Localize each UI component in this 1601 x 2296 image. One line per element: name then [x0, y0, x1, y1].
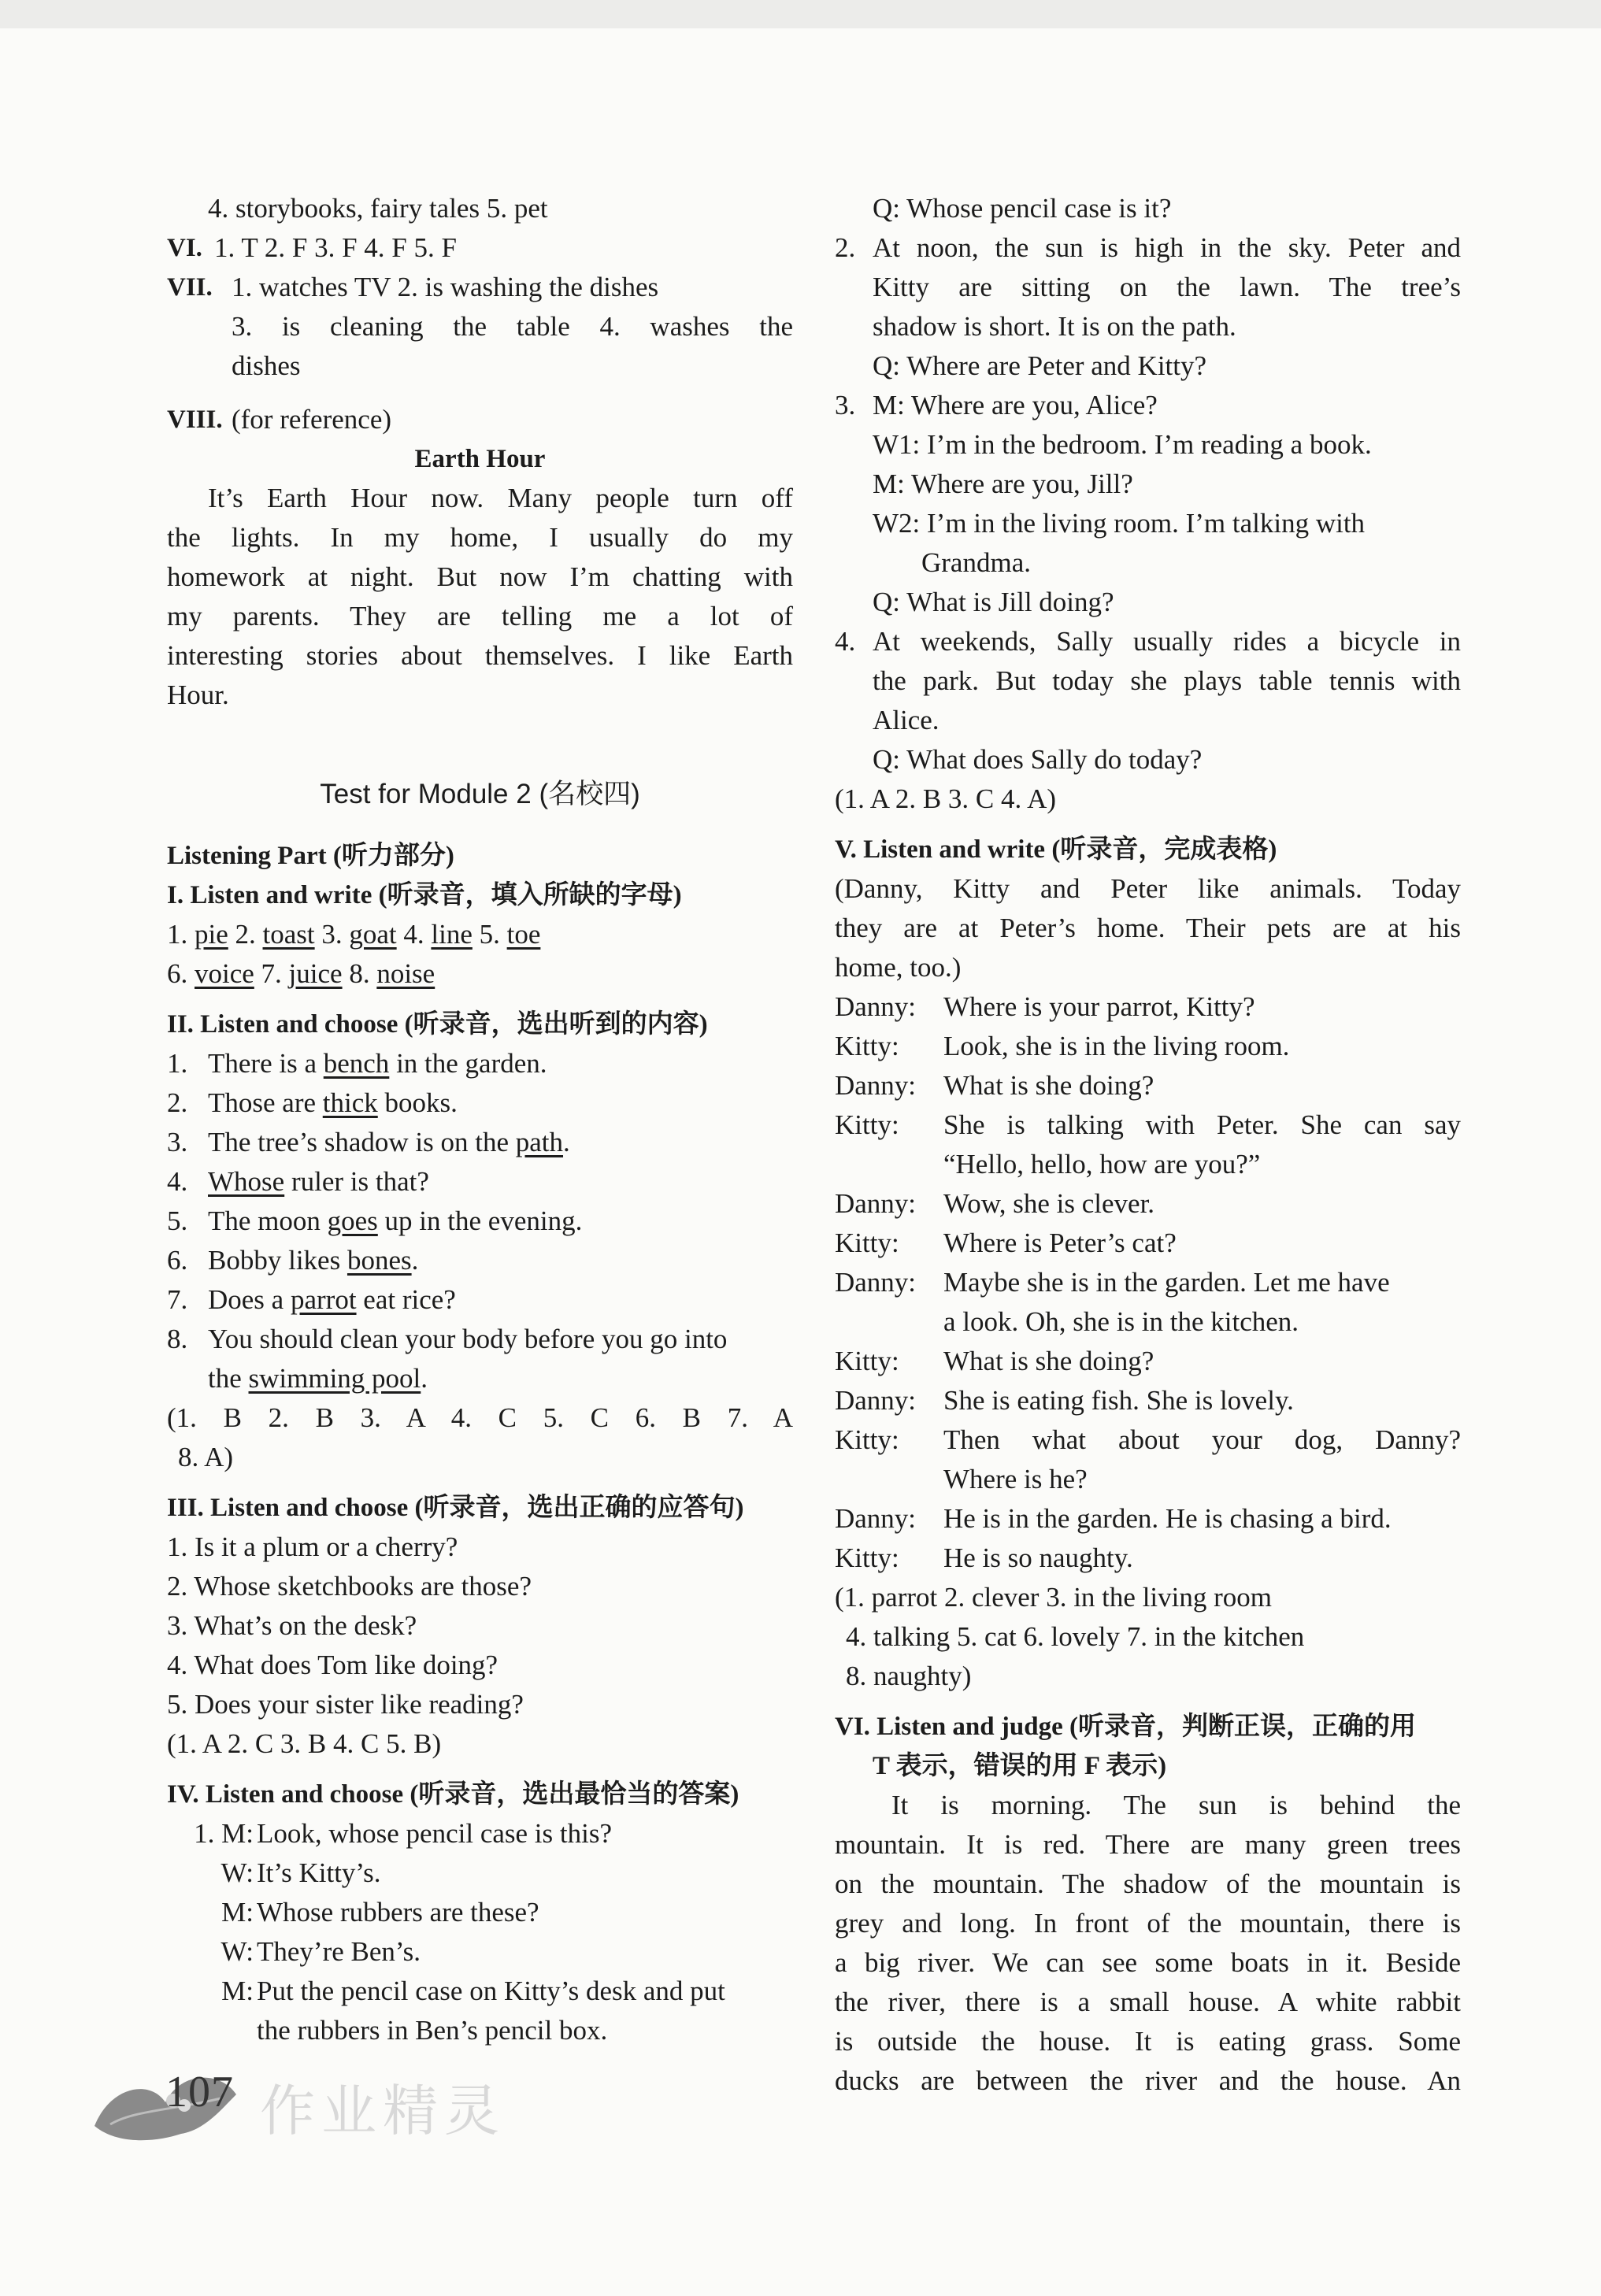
text: M: Where are you, Alice? [873, 390, 1158, 420]
section-number: VI. [167, 234, 202, 262]
list-item [835, 622, 1461, 661]
list-item [167, 1162, 793, 1202]
passage-line: on the mountain. The shadow of the mountain is [835, 1868, 1461, 1899]
answer-word: swimming pool [248, 1363, 421, 1394]
answer-word: voice [195, 958, 254, 989]
text: the [208, 1363, 249, 1394]
text: Maybe she is in the garden. Let me have [943, 1267, 1390, 1298]
text: Bobby likes [208, 1245, 347, 1276]
item-number: 1. [167, 919, 195, 950]
dialogue-line [835, 1263, 1461, 1302]
speaker: M: [221, 1976, 254, 2006]
text: There is a [208, 1048, 324, 1079]
text: What is she doing? [943, 1346, 1154, 1376]
section-vii [167, 268, 793, 307]
passage-line: grey and long. In front of the mountain, there is [835, 1908, 1461, 1939]
text: Whose rubbers are these? [257, 1897, 539, 1928]
text: . [411, 1245, 419, 1276]
section-number: VIII. [167, 406, 223, 434]
text: What is she doing? [943, 1070, 1154, 1101]
list-item: 3. What’s on the desk? [167, 1610, 417, 1641]
text: Where is Peter’s cat? [943, 1228, 1177, 1258]
text: . [421, 1363, 428, 1394]
item-number: 3. [314, 919, 350, 950]
list-item: 2. Whose sketchbooks are those? [167, 1571, 532, 1602]
list-item-cont [167, 1359, 793, 1398]
answer-key: 4. talking 5. cat 6. lovely 7. in the kitchen [846, 1621, 1305, 1652]
text: She is talking with Peter. She can say [943, 1109, 1461, 1140]
dialogue-line [835, 1066, 1461, 1105]
text: He is so naughty. [943, 1542, 1133, 1573]
dialogue-line [835, 1460, 1461, 1499]
dialogue-line [835, 1184, 1461, 1224]
answer-word: goat [349, 919, 397, 950]
answer-word: parrot [290, 1284, 357, 1315]
list-item [167, 1280, 793, 1320]
answer-line: 1. T 2. F 3. F 4. F 5. F [214, 232, 457, 263]
dialogue-line: W2: I’m in the living room. I’m talking with [873, 508, 1366, 539]
list-item: 1. Is it a plum or a cherry? [167, 1531, 458, 1562]
dialogue-line [835, 1302, 1461, 1342]
dialogue-line: Grandma. [921, 547, 1031, 578]
text: in the garden. [389, 1048, 547, 1079]
essay-title: Earth Hour [414, 445, 546, 473]
text: She is eating fish. She is lovely. [943, 1385, 1294, 1416]
answer-key: (1. A 2. C 3. B 4. C 5. B) [167, 1728, 442, 1759]
item-number: 2. [835, 232, 856, 263]
essay-line: my parents. They are telling me a lot of [167, 601, 793, 631]
text: home, too.) [835, 952, 962, 983]
dialogue-line [835, 1027, 1461, 1066]
answer-key: (1. B 2. B 3. A 4. C 5. C 6. B 7. A [167, 1402, 793, 1433]
speaker: Kitty: [835, 1031, 899, 1061]
passage-line: the river, there is a small house. A white rabbit [835, 1987, 1461, 2017]
item-number: 3. [835, 390, 856, 420]
text: (Danny, Kitty and Peter like animals. Today [835, 873, 1461, 904]
speaker: Danny: [835, 1188, 917, 1219]
dialogue-line [835, 1342, 1461, 1381]
section-heading: II. Listen and choose (听录音，选出听到的内容) [167, 1010, 708, 1039]
item-number: 4. [167, 1166, 188, 1197]
section-number: VII. [167, 273, 213, 302]
item-number: 3. [167, 1127, 188, 1157]
answer-line: 3. is cleaning the table 4. washes the [232, 311, 793, 342]
essay-line: homework at night. But now I’m chatting with [167, 561, 793, 592]
passage-line: is outside the house. It is eating grass. Some [835, 2026, 1461, 2057]
answer-word: bench [323, 1048, 390, 1079]
right-column [835, 189, 1461, 2101]
dialogue-line [835, 987, 1461, 1027]
speaker: Danny: [835, 1267, 917, 1298]
text: You should clean your body before you go into [208, 1324, 728, 1354]
item-number: 7. [254, 958, 289, 989]
answer-word: path [515, 1127, 564, 1157]
part-heading: Listening Part (听力部分) [167, 842, 454, 870]
passage-line: mountain. It is red. There are many green trees [835, 1829, 1461, 1860]
item-number: 2. [167, 1087, 188, 1118]
answer-line: dishes [232, 350, 301, 381]
speaker [835, 1460, 943, 1499]
text: Where is your parrot, Kitty? [943, 991, 1255, 1022]
text: ruler is that? [284, 1166, 429, 1197]
answer-key: 8. A) [178, 1442, 233, 1472]
answer-word: pie [195, 919, 228, 950]
text: Then what about your dog, Danny? [943, 1424, 1461, 1455]
list-item [835, 386, 1461, 425]
text: Wow, she is clever. [943, 1188, 1155, 1219]
answer-line: 4. storybooks, fairy tales 5. pet [208, 193, 548, 224]
answer-word: juice [288, 958, 343, 989]
dialogue-line [835, 1539, 1461, 1578]
answer-word: toast [262, 919, 315, 950]
text: At noon, the sun is high in the sky. Peter and [873, 232, 1461, 263]
list-item [167, 1044, 793, 1083]
speaker: 1. M: [194, 1818, 254, 1849]
text: Does a [208, 1284, 291, 1315]
item-number: 5. [167, 1205, 188, 1236]
item-number: 2. [228, 919, 263, 950]
text: “Hello, hello, how are you?” [943, 1149, 1261, 1179]
item-number: 8. [342, 958, 377, 989]
dialogue-line [167, 1814, 793, 1853]
speaker: Kitty: [835, 1424, 899, 1455]
speaker: Kitty: [835, 1346, 899, 1376]
dialogue-line: M: Where are you, Jill? [873, 468, 1133, 499]
text: Put the pencil case on Kitty’s desk and put [257, 1976, 725, 2006]
text: up in the evening. [377, 1205, 583, 1236]
speaker: W: [221, 1936, 254, 1967]
speaker [835, 1145, 943, 1184]
watermark: 作业精灵 [260, 2082, 506, 2142]
speaker: Kitty: [835, 1542, 899, 1573]
text: a look. Oh, she is in the kitchen. [943, 1306, 1299, 1337]
text: It’s Kitty’s. [257, 1857, 381, 1888]
item-number: 4. [396, 919, 432, 950]
answer-key: (1. parrot 2. clever 3. in the living room [835, 1582, 1272, 1613]
passage-line: It is morning. The sun is behind the [891, 1790, 1461, 1820]
answer-key: 8. naughty) [846, 1661, 972, 1691]
text: At weekends, Sally usually rides a bicycle in [873, 626, 1461, 657]
list-item: 4. What does Tom like doing? [167, 1650, 498, 1680]
text: The tree’s shadow is on the [208, 1127, 516, 1157]
answer-line: 1. watches TV 2. is washing the dishes [232, 272, 659, 302]
question-line: Q: Where are Peter and Kitty? [873, 350, 1207, 381]
text: They’re Ben’s. [257, 1936, 421, 1967]
speaker: M: [221, 1897, 254, 1928]
speaker: Danny: [835, 991, 917, 1022]
text: The moon [208, 1205, 328, 1236]
item-number: 5. [472, 919, 507, 950]
dialogue-line [835, 1420, 1461, 1460]
text: eat rice? [356, 1284, 456, 1315]
essay-line: Hour. [167, 680, 229, 710]
answer-line: (for reference) [232, 404, 392, 435]
section-heading: IV. Listen and choose (听录音，选出最恰当的答案) [167, 1780, 739, 1809]
section-heading: I. Listen and write (听录音，填入所缺的字母) [167, 881, 682, 909]
speaker: Kitty: [835, 1109, 899, 1140]
section-heading: III. Listen and choose (听录音，选出正确的应答句) [167, 1494, 744, 1522]
dialogue-line [835, 1499, 1461, 1539]
dialogue-line [835, 1381, 1461, 1420]
list-item [167, 1202, 793, 1241]
text: shadow is short. It is on the path. [873, 311, 1236, 342]
question-line: Q: What does Sally do today? [873, 744, 1203, 775]
page-number: 107 [165, 2068, 234, 2116]
dialogue-line [167, 1932, 793, 1972]
list-item: 5. Does your sister like reading? [167, 1689, 524, 1720]
speaker: W: [221, 1857, 254, 1888]
answer-word: toe [506, 919, 541, 950]
item-number: 1. [167, 1048, 188, 1079]
speaker: Kitty: [835, 1228, 899, 1258]
text: Those are [208, 1087, 323, 1118]
test-title: Test for Module 2 (名校四) [320, 779, 640, 809]
section-heading: VI. Listen and judge (听录音，判断正误，正确的用 [835, 1713, 1416, 1741]
passage-line: ducks are between the river and the house. An [835, 2065, 1461, 2096]
text: Alice. [873, 705, 939, 735]
answer-word: bones [347, 1245, 412, 1276]
answer-word: goes [327, 1205, 378, 1236]
section-heading: V. Listen and write (听录音，完成表格) [835, 835, 1277, 864]
essay-line: It’s Earth Hour now. Many people turn off [208, 483, 793, 513]
speaker: Danny: [835, 1503, 917, 1534]
answer-word: thick [322, 1087, 378, 1118]
text: . [563, 1127, 570, 1157]
answer-word: Whose [208, 1166, 285, 1197]
dialogue-line: the rubbers in Ben’s pencil box. [257, 2015, 608, 2046]
dialogue-line [835, 1105, 1461, 1145]
text: books. [377, 1087, 458, 1118]
passage-line: a big river. We can see some boats in it. Beside [835, 1947, 1461, 1978]
text: Where is he? [943, 1464, 1088, 1494]
dialogue-line: W1: I’m in the bedroom. I’m reading a book. [873, 429, 1372, 460]
question-line: Q: Whose pencil case is it? [873, 193, 1172, 224]
text: He is in the garden. He is chasing a bird. [943, 1503, 1392, 1534]
dialogue-line [167, 1853, 793, 1893]
item-number: 8. [167, 1324, 188, 1354]
text: Kitty are sitting on the lawn. The tree’s [873, 272, 1461, 302]
text: they are at Peter’s home. Their pets are at his [835, 913, 1461, 943]
answer-key: (1. A 2. B 3. C 4. A) [835, 783, 1057, 814]
dialogue-line [167, 1893, 793, 1932]
text: the park. But today she plays table tennis with [873, 665, 1461, 696]
left-column [167, 189, 793, 2050]
speaker: Danny: [835, 1070, 917, 1101]
text: Look, whose pencil case is this? [257, 1818, 613, 1849]
list-item [167, 1123, 793, 1162]
dialogue-line [835, 1145, 1461, 1184]
speaker: Danny: [835, 1385, 917, 1416]
item-number: 6. [167, 1245, 188, 1276]
item-number: 6. [167, 958, 195, 989]
section-heading: T 表示，错误的用 F 表示) [873, 1752, 1167, 1780]
answer-word: line [431, 919, 473, 950]
list-item [167, 1083, 793, 1123]
fill-letters-row [167, 954, 793, 994]
list-item [167, 1241, 793, 1280]
list-item [835, 228, 1461, 268]
speaker [835, 1302, 943, 1342]
item-number: 7. [167, 1284, 188, 1315]
item-number: 4. [835, 626, 856, 657]
essay-line: interesting stories about themselves. I like Earth [167, 640, 793, 671]
section-vi [167, 228, 793, 268]
question-line: Q: What is Jill doing? [873, 587, 1114, 617]
essay-line: the lights. In my home, I usually do my [167, 522, 793, 553]
fill-letters-row [167, 915, 793, 954]
text: Look, she is in the living room. [943, 1031, 1290, 1061]
section-viii [167, 400, 793, 439]
answer-word: noise [376, 958, 435, 989]
dialogue-line [167, 1972, 793, 2011]
list-item [167, 1320, 793, 1359]
dialogue-line [835, 1224, 1461, 1263]
scan-top-band [0, 0, 1601, 28]
